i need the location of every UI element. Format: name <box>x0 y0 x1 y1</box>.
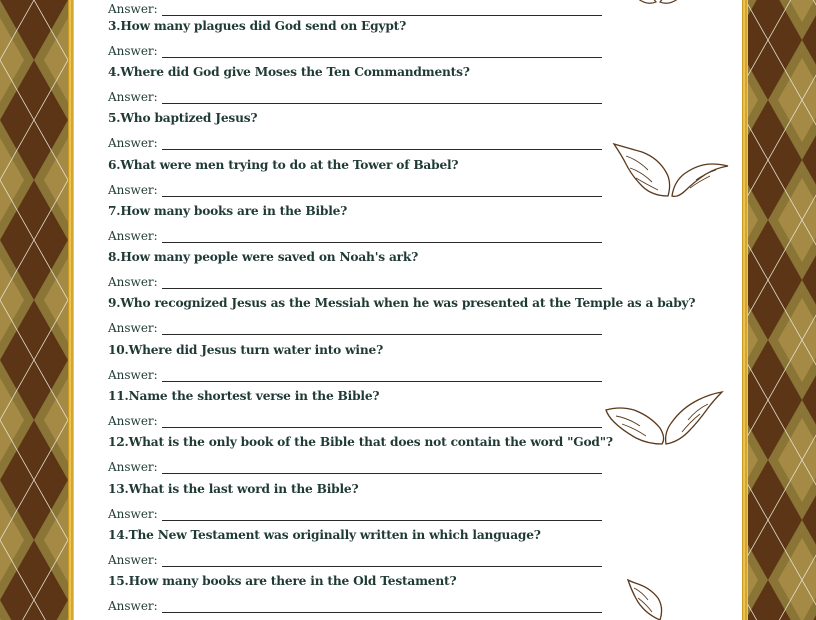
answer-line[interactable] <box>162 552 602 567</box>
angel-wings-icon <box>624 578 670 620</box>
answer-row <box>108 42 602 58</box>
angel-wings-icon <box>604 390 724 446</box>
answer-label: Answer: <box>108 414 158 428</box>
answer-label: Answer: <box>108 90 158 104</box>
answer-row <box>108 88 602 104</box>
answer-row <box>108 319 602 335</box>
question-text: 13.What is the last word in the Bible? <box>108 482 359 496</box>
answer-row <box>108 181 602 197</box>
answer-line[interactable] <box>162 459 602 474</box>
answer-line[interactable] <box>162 598 602 613</box>
answer-row <box>108 227 602 243</box>
answer-line[interactable] <box>162 228 602 243</box>
answer-row <box>108 366 602 382</box>
question-text: 12.What is the only book of the Bible that does not contain the word "God"? <box>108 435 613 449</box>
answer-line[interactable] <box>162 43 602 58</box>
answer-label: Answer: <box>108 553 158 567</box>
answer-line[interactable] <box>162 413 602 428</box>
answer-row <box>108 458 602 474</box>
answer-label: Answer: <box>108 368 158 382</box>
answer-label: Answer: <box>108 44 158 58</box>
answer-row <box>108 273 602 289</box>
question-text: 3.How many plagues did God send on Egypt? <box>108 19 407 33</box>
answer-label: Answer: <box>108 599 158 613</box>
answer-row <box>108 597 602 613</box>
answer-line[interactable] <box>162 1 602 16</box>
answer-line[interactable] <box>162 274 602 289</box>
question-text: 4.Where did God give Moses the Ten Commandments? <box>108 65 470 79</box>
answer-row <box>108 551 602 567</box>
answer-line[interactable] <box>162 135 602 150</box>
answer-line[interactable] <box>162 320 602 335</box>
answer-line[interactable] <box>162 367 602 382</box>
answer-label: Answer: <box>108 460 158 474</box>
right-argyle-border <box>748 0 816 620</box>
answer-label: Answer: <box>108 229 158 243</box>
answer-row <box>108 412 602 428</box>
question-text: 11.Name the shortest verse in the Bible? <box>108 389 380 403</box>
question-text: 8.How many people were saved on Noah's ark? <box>108 250 419 264</box>
question-text: 9.Who recognized Jesus as the Messiah when he was presented at the Temple as a baby? <box>108 296 696 310</box>
angel-wings-icon <box>622 0 694 10</box>
question-text: 7.How many books are in the Bible? <box>108 204 348 218</box>
answer-label: Answer: <box>108 321 158 335</box>
question-text: 6.What were men trying to do at the Tower of Babel? <box>108 158 459 172</box>
answer-row <box>108 0 602 16</box>
answer-label: Answer: <box>108 183 158 197</box>
answer-line[interactable] <box>162 89 602 104</box>
question-text: 10.Where did Jesus turn water into wine? <box>108 343 384 357</box>
answer-label: Answer: <box>108 2 158 16</box>
answer-line[interactable] <box>162 182 602 197</box>
answer-line[interactable] <box>162 506 602 521</box>
question-text: 14.The New Testament was originally written in which language? <box>108 528 541 542</box>
left-argyle-border <box>0 0 68 620</box>
question-text: 15.How many books are there in the Old Testament? <box>108 574 457 588</box>
angel-wings-icon <box>612 142 730 200</box>
answer-label: Answer: <box>108 136 158 150</box>
answer-label: Answer: <box>108 507 158 521</box>
question-text: 5.Who baptized Jesus? <box>108 111 258 125</box>
answer-row <box>108 134 602 150</box>
answer-label: Answer: <box>108 275 158 289</box>
answer-row <box>108 505 602 521</box>
